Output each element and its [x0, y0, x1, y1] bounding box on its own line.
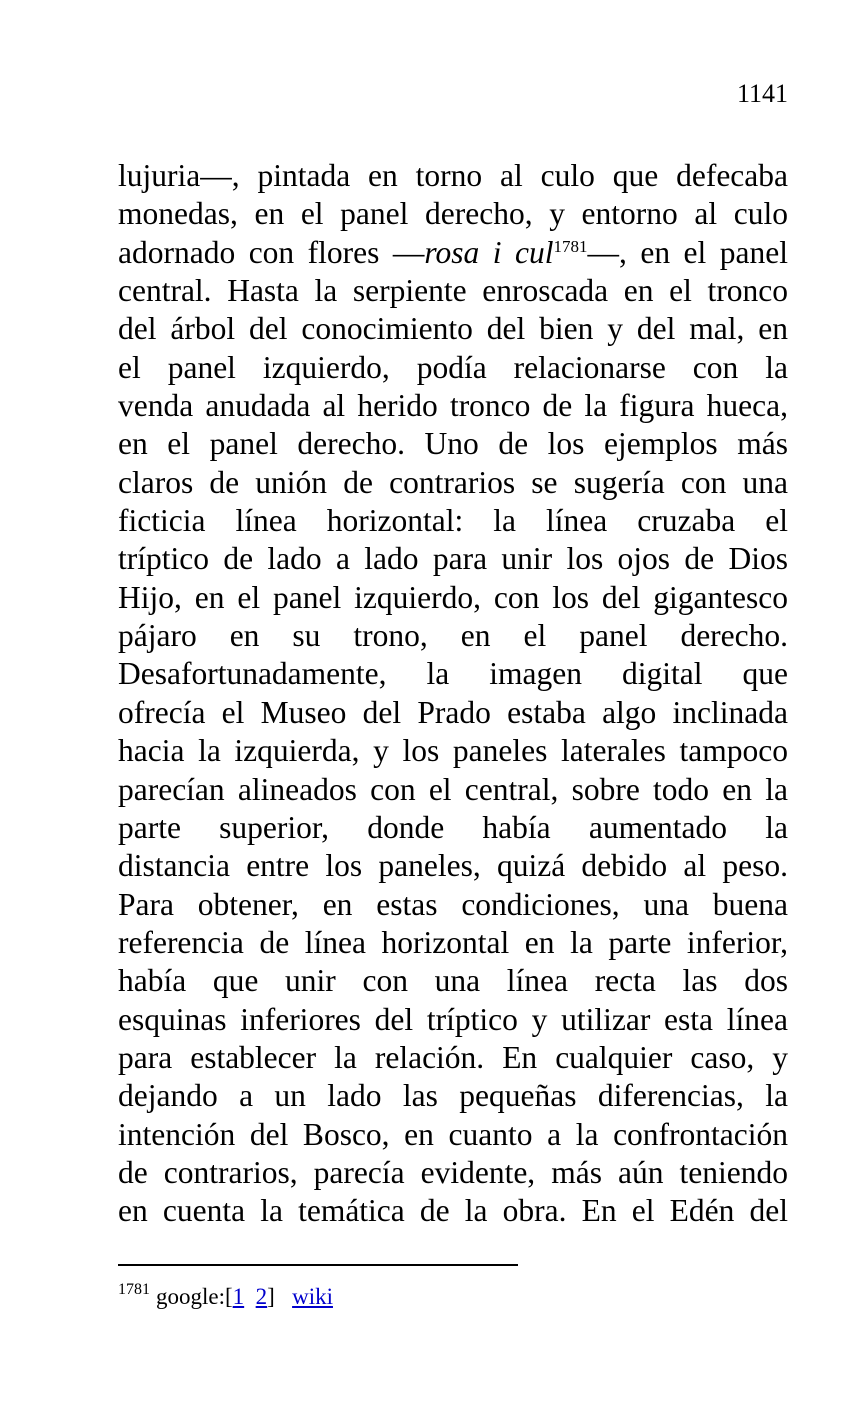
text-line: del árbol del conocimiento del bien y del mal, en: [118, 311, 788, 347]
text-line: Hijo, en el panel izquierdo, con los del gigantesco: [118, 579, 788, 615]
text-line: referencia de línea horizontal en la parte inferior,: [118, 924, 788, 960]
text-line: Desafortunadamente, la imagen digital que: [118, 656, 788, 692]
text-line: el panel izquierdo, podía relacionarse con la: [118, 349, 788, 385]
footnote-number: 1781: [118, 1281, 150, 1299]
text-line: de contrarios, parecía evidente, más aún teniendo: [118, 1154, 788, 1190]
text-line: en el panel derecho. Uno de los ejemplos más: [118, 426, 788, 462]
text-line: claros de unión de contrarios se sugería con una: [118, 464, 788, 500]
text-line: ofrecía el Museo del Prado estaba algo inclinada: [118, 694, 788, 730]
text-line: para establecer la relación. En cualquier caso, y: [118, 1039, 788, 1075]
google-link-1[interactable]: 1: [232, 1284, 245, 1309]
text-line: venda anudada al herido tronco de la figura hueca,: [118, 388, 788, 424]
body-text: [118, 157, 788, 1231]
wiki-link[interactable]: wiki: [292, 1284, 333, 1309]
text-line: había que unir con una línea recta las dos: [118, 963, 788, 999]
footnote: [118, 1282, 333, 1312]
italic-phrase: rosa i cul: [424, 234, 554, 270]
text-line: ficticia línea horizontal: la línea cruzaba el: [118, 503, 788, 539]
google-link-2[interactable]: 2: [255, 1284, 268, 1309]
text-segment: adornado con flores —: [118, 234, 425, 270]
text-line: parte superior, donde había aumentado la: [118, 809, 788, 845]
footnote-bracket-close: ]: [267, 1284, 275, 1309]
text-line: dejando a un lado las pequeñas diferencias, la: [118, 1078, 788, 1114]
text-segment: —, en el panel: [587, 234, 788, 270]
footnote-reference[interactable]: 1781: [553, 236, 588, 256]
text-line: central. Hasta la serpiente enroscada en el tronco: [118, 273, 788, 309]
text-line-footnote-ref: [118, 234, 788, 272]
page-number: 1141: [736, 79, 788, 108]
text-line: Para obtener, en estas condiciones, una buena: [118, 886, 788, 922]
footnote-divider: [118, 1264, 518, 1266]
text-line: pájaro en su trono, en el panel derecho.: [118, 618, 788, 654]
footnote-label: google:[: [156, 1284, 233, 1309]
text-line: monedas, en el panel derecho, y entorno al culo: [118, 196, 788, 232]
text-line: hacia la izquierda, y los paneles laterales tampoco: [118, 733, 788, 769]
text-line: lujuria—, pintada en torno al culo que defecaba: [118, 158, 788, 193]
text-line: distancia entre los paneles, quizá debido al peso.: [118, 848, 788, 884]
text-line: en cuenta la temática de la obra. En el Edén del: [118, 1193, 788, 1229]
text-line: parecían alineados con el central, sobre todo en la: [118, 771, 788, 807]
text-line: tríptico de lado a lado para unir los ojos de Dios: [118, 541, 788, 577]
text-line: esquinas inferiores del tríptico y utilizar esta línea: [118, 1001, 788, 1037]
text-line: intención del Bosco, en cuanto a la confrontación: [118, 1116, 788, 1152]
